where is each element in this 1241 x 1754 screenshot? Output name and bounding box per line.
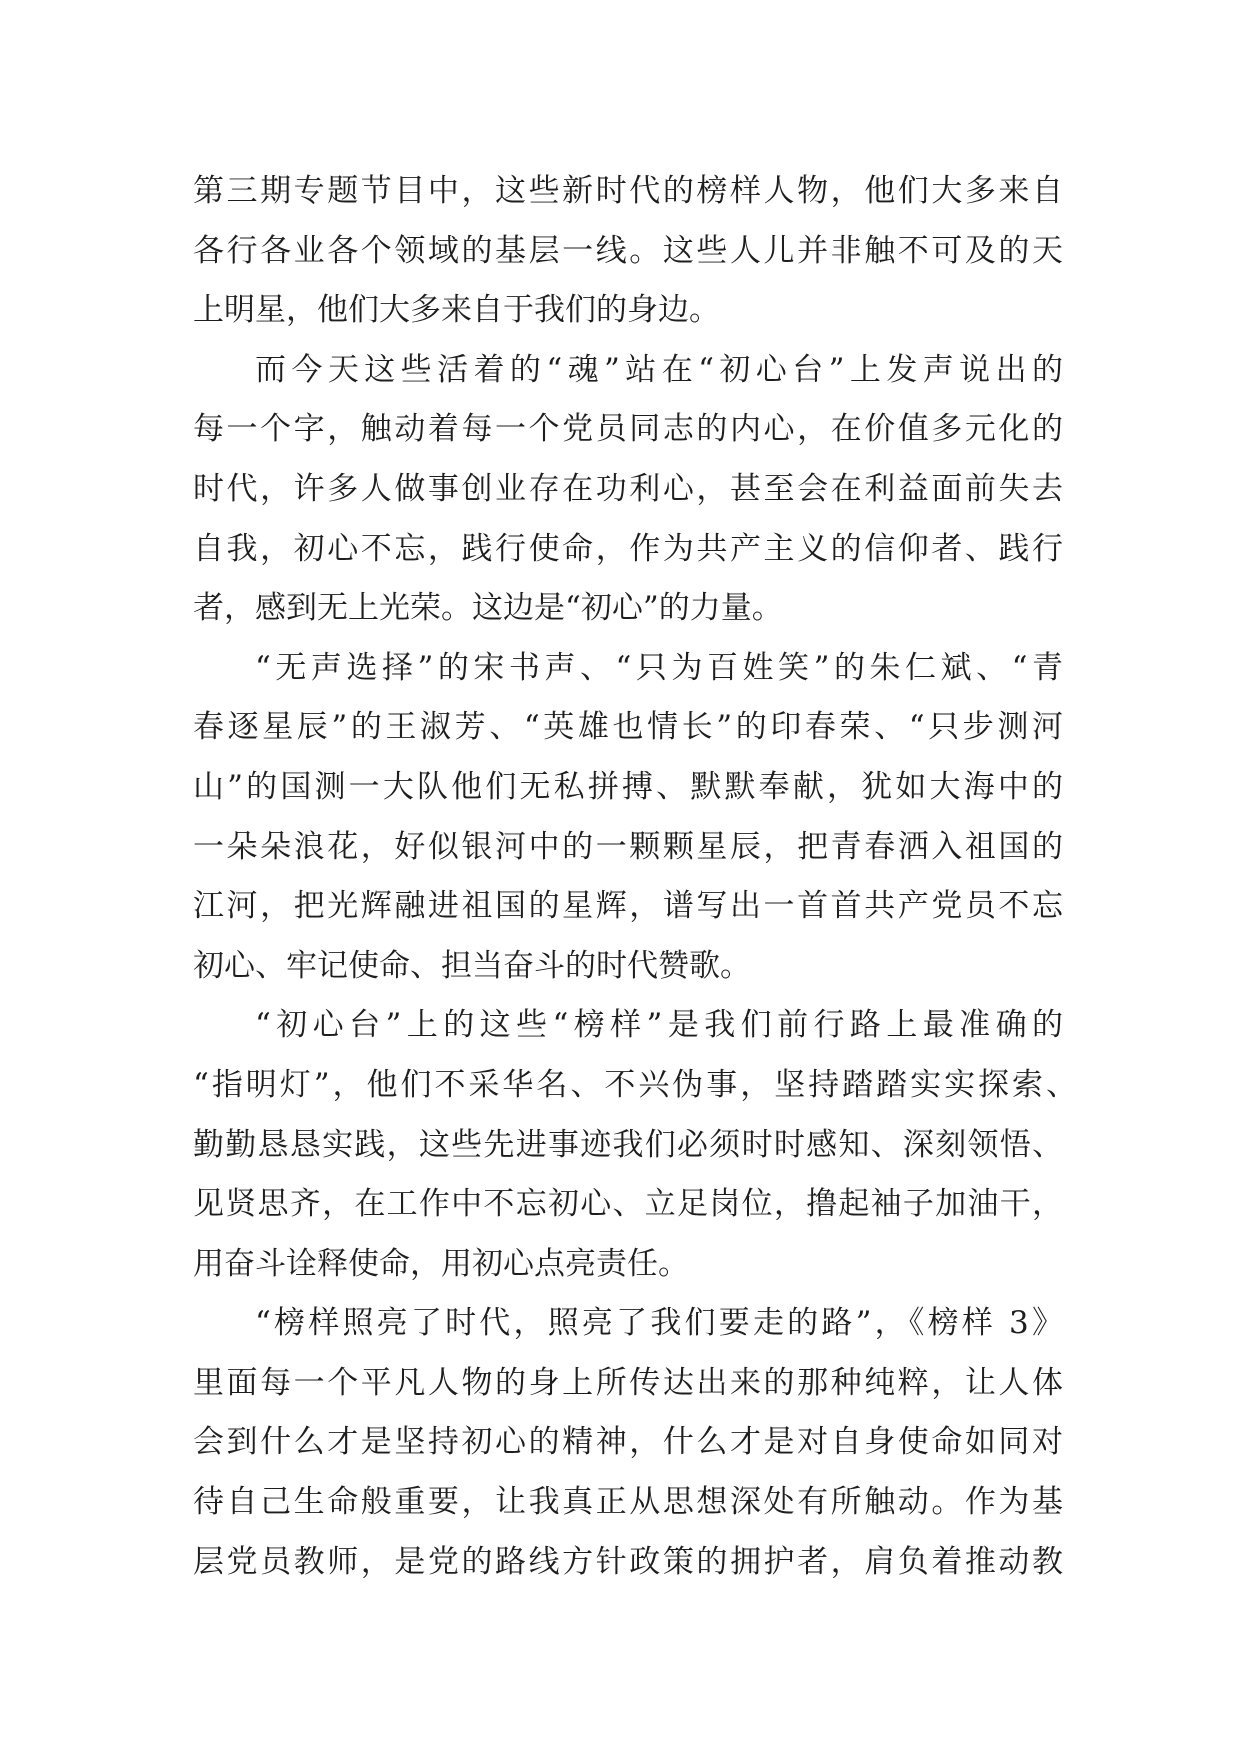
text-line: 上明星，他们大多来自于我们的身边。	[193, 292, 720, 329]
document-body	[193, 162, 1077, 1592]
text-line: 一朵朵浪花，好似银河中的一颗颗星辰，把青春洒入祖国的	[193, 828, 1063, 865]
text-line: 待自己生命般重要，让我真正从思想深处有所触动。作为基	[193, 1484, 1063, 1521]
paragraph-first-line: 而今天这些活着的“魂”站在“初心台”上发声说出的	[255, 351, 1063, 388]
text-line: 第三期专题节目中，这些新时代的榜样人物，他们大多来自	[193, 173, 1063, 209]
text-line: “指明灯”，他们不采华名、不兴伪事，坚持踏踏实实探索、	[193, 1066, 1077, 1103]
text-line: 各行各业各个领域的基层一线。这些人儿并非触不可及的天	[193, 232, 1063, 269]
text-line: 层党员教师，是党的路线方针政策的拥护者，肩负着推动教	[193, 1543, 1063, 1580]
paragraph-first-line: “榜样照亮了时代，照亮了我们要走的路”，《榜样 3》	[255, 1305, 1063, 1342]
text-line: 里面每一个平凡人物的身上所传达出来的那种纯粹，让人体	[193, 1364, 1063, 1401]
text-line: 时代，许多人做事创业存在功利心，甚至会在利益面前失去	[193, 470, 1063, 507]
text-line: 自我，初心不忘，践行使命，作为共产主义的信仰者、践行	[193, 530, 1063, 567]
text-line: 初心、牢记使命、担当奋斗的时代赞歌。	[193, 947, 751, 984]
text-line: 每一个字，触动着每一个党员同志的内心，在价值多元化的	[193, 411, 1063, 448]
paragraph-first-line: “初心台”上的这些“榜样”是我们前行路上最准确的	[255, 1007, 1063, 1044]
text-line: 江河，把光辉融进祖国的星辉，谱写出一首首共产党员不忘	[193, 888, 1063, 925]
text-line: 会到什么才是坚持初心的精神，什么才是对自身使命如同对	[193, 1424, 1063, 1461]
text-line: 春逐星辰”的王淑芳、“英雄也情长”的印春荣、“只步测河	[193, 709, 1063, 746]
text-line: 者，感到无上光荣。这边是“初心”的力量。	[193, 590, 783, 627]
text-line: 山”的国测一大队他们无私拼搏、默默奉献，犹如大海中的	[193, 768, 1063, 805]
text-line: 勤勤恳恳实践，这些先进事迹我们必须时时感知、深刻领悟、	[193, 1126, 1063, 1163]
text-line: 用奋斗诠释使命，用初心点亮责任。	[193, 1245, 689, 1282]
paragraph-first-line: “无声选择”的宋书声、“只为百姓笑”的朱仁斌、“青	[255, 649, 1063, 686]
text-line: 见贤思齐，在工作中不忘初心、立足岗位，撸起袖子加油干，	[193, 1186, 1063, 1223]
